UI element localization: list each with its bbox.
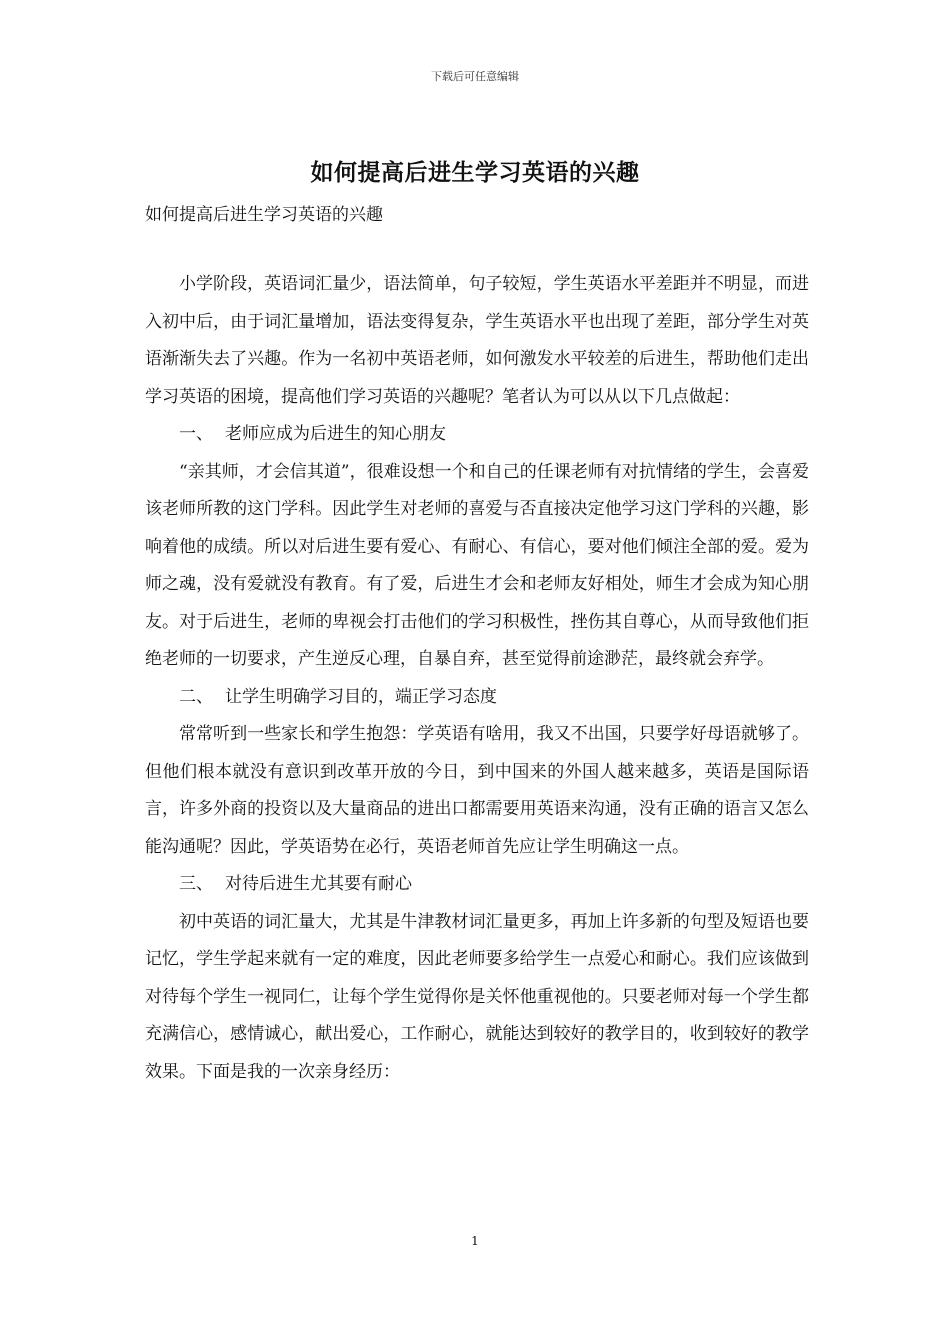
- document-title: 如何提高后进生学习英语的兴趣: [310, 159, 640, 186]
- section-paragraph-1: “亲其师，才会信其道”，很难设想一个和自己的任课老师有对抗情绪的学生，会喜爱该老师所教的这门学科。因此学生对老师的喜爱与否直接决定他学习这门学科的兴趣，影响着他的成绩。所以对后进生要有爱心、有耐心、有信心，要对他们倾注全部的爱。爱为师之魂，没有爱就没有教育。有了爱，后进生才会和老师友好相处，师生才会成为知心朋友。对于后进生，老师的卑视会打击他们的学习积极性，挫伤其自尊心，从而导致他们拒绝老师的一切要求，产生逆反心理，自暴自弃，甚至觉得前途渺茫，最终就会弃学。: [145, 461, 809, 669]
- section-paragraph-3: 初中英语的词汇量大，尤其是牛津教材词汇量更多，再加上许多新的句型及短语也要记忆，学生学起来就有一定的难度，因此老师要多给学生一点爱心和耐心。我们应该做到对待每个学生一视同仁，让每个学生觉得你是关怀他重视他的。只要老师对每一个学生都充满信心，感情诚心，献出爱心，工作耐心，就能达到较好的教学目的，收到较好的教学效果。下面是我的一次亲身经历：: [145, 911, 809, 1082]
- section-heading-1: [145, 416, 809, 454]
- intro-paragraph: 小学阶段，英语词汇量少，语法简单，句子较短，学生英语水平差距并不明显，而进入初中后，由于词汇量增加，语法变得复杂，学生英语水平也出现了差距，部分学生对英语渐渐失去了兴趣。作为一名初中英语老师，如何激发水平较差的后进生，帮助他们走出学习英语的困境，提高他们学习英语的兴趣呢？笔者认为可以从以下几点做起：: [145, 274, 809, 407]
- section-heading-text-1: 老师应成为后进生的知心朋友: [225, 424, 446, 444]
- header-note: 下载后可任意编辑: [431, 70, 519, 83]
- section-number-1: 一、: [179, 424, 213, 444]
- page-number: 1: [471, 1234, 479, 1248]
- section-number-2: 二、: [179, 686, 213, 707]
- section-paragraph-2: 常常听到一些家长和学生抱怨：学英语有啥用，我又不出国，只要学好母语就够了。但他们根本就没有意识到改革开放的今日，到中国来的外国人越来越多，英语是国际语言，许多外商的投资以及大量商品的进出口都需要用英语来沟通，没有正确的语言又怎么能沟通呢？因此，学英语势在必行，英语老师首先应让学生明确这一点。: [145, 724, 809, 857]
- section-number-3: 三、: [179, 874, 213, 894]
- section-heading-3: [145, 866, 809, 904]
- document-subtitle: 如何提高后进生学习英语的兴趣: [145, 205, 383, 225]
- document-body: [145, 266, 809, 1091]
- section-heading-2: [145, 679, 809, 717]
- section-heading-text-3: 对待后进生尤其要有耐心: [225, 874, 412, 894]
- section-heading-text-2: 让学生明确学习目的，端正学习态度: [225, 686, 497, 707]
